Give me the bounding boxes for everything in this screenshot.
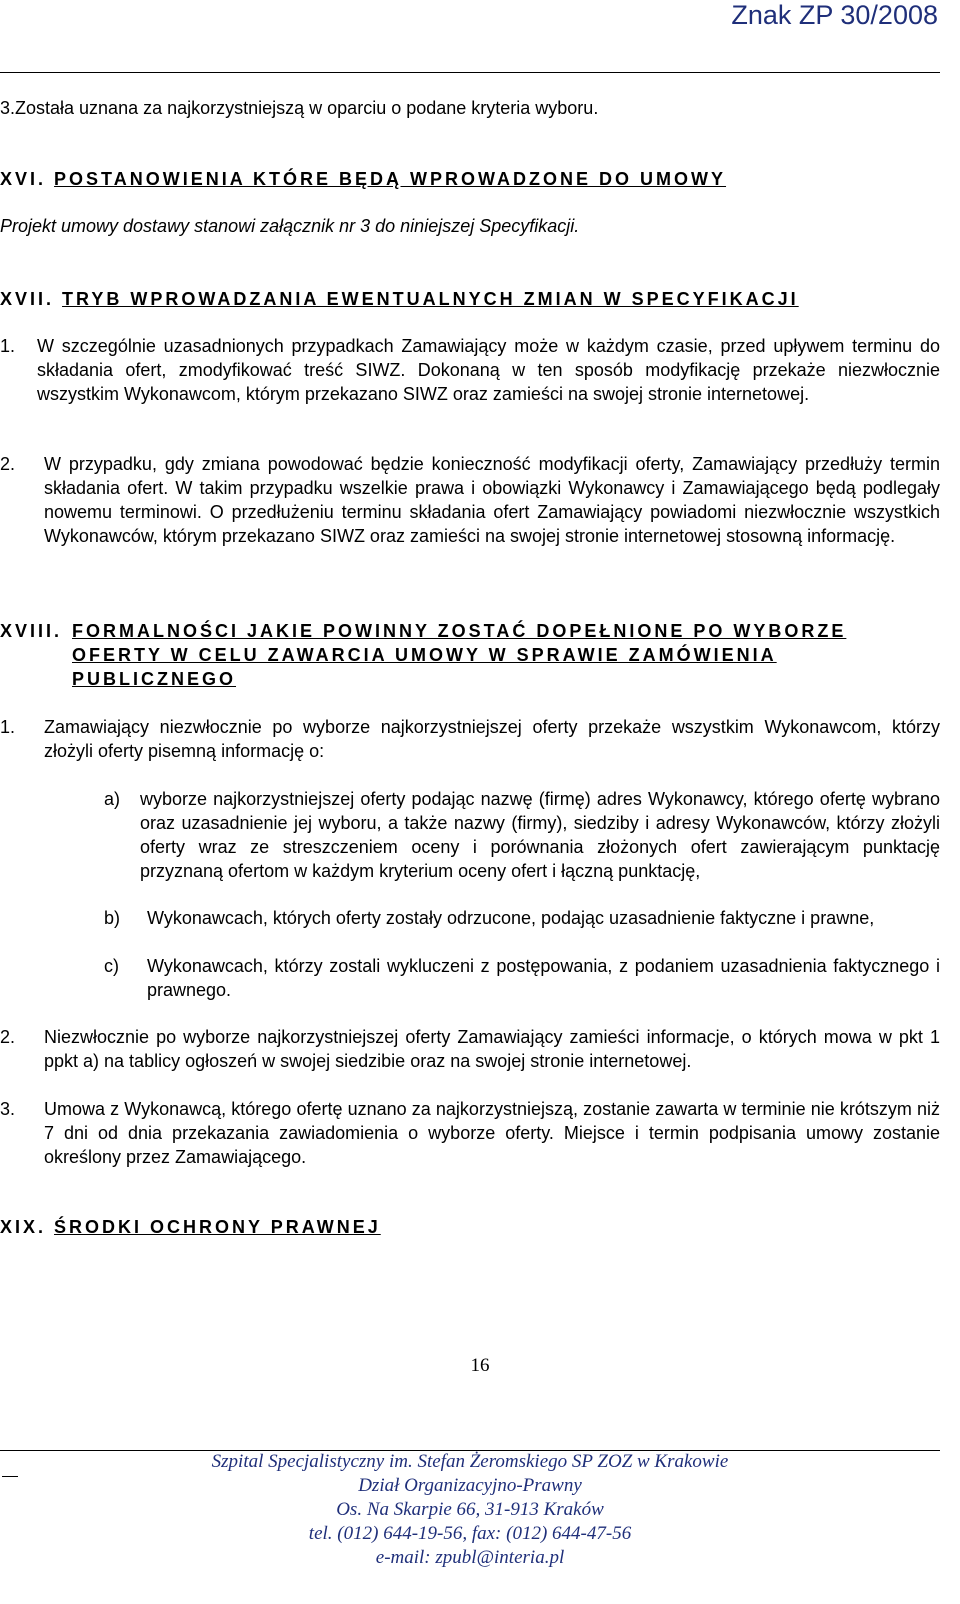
section-19-number: XIX. xyxy=(0,1217,47,1237)
section-19-heading xyxy=(0,1215,381,1239)
footer-line-3: Os. Na Skarpie 66, 31-913 Kraków xyxy=(336,1499,604,1520)
section-16-number: XVI. xyxy=(0,169,47,189)
subitem-b-letter: b) xyxy=(104,908,121,928)
intro-line: 3.Została uznana za najkorzystniejszą w oparciu o podane kryteria wyboru. xyxy=(0,98,599,118)
document-code: Znak ZP 30/2008 xyxy=(731,0,938,30)
section-17-item-2-text: W przypadku, gdy zmiana powodować będzie konieczność modyfikacji oferty, Zamawiający przedłuży termin składania ofert. W takim przypadku wszelkie prawa i obowiązki Wykonawcy i Zamawiającego będą podlegały nowemu terminowi. O przedłużeniu terminu składania ofert Zamawiający powiadomi niezwłocznie wszystkich Wykonawców, którym przekazano SIWZ oraz zamieści na swojej stronie internetowej stosowną informację. xyxy=(44,454,940,546)
section-18-item-3-text: Umowa z Wykonawcą, którego ofertę uznano za najkorzystniejszą, zostanie zawarta w terminie nie krótszym niż 7 dni od dnia przekazania zawiadomienia o wyborze oferty. Miejsce i termin podpisania umowy zostanie określony przez Zamawiającego. xyxy=(44,1099,940,1167)
section-18-item-3-number: 3. xyxy=(0,1099,16,1119)
section-18-number: XVIII. xyxy=(0,621,63,641)
page-number: 16 xyxy=(470,1355,490,1376)
subitem-b-text: Wykonawcach, których oferty zostały odrzucone, podając uzasadnienie faktyczne i prawne, xyxy=(147,908,875,928)
section-17-number: XVII. xyxy=(0,289,55,309)
subitem-c-letter: c) xyxy=(104,956,119,976)
section-16-heading xyxy=(0,167,726,191)
section-18-item-2-number: 2. xyxy=(0,1027,16,1047)
section-17-item-2-number: 2. xyxy=(0,454,16,474)
section-18-title-line-2: OFERTY W CELU ZAWARCIA UMOWY W SPRAWIE ZAMÓWIENIA xyxy=(72,645,777,665)
subitem-a-letter: a) xyxy=(104,789,121,809)
section-19-title: ŚRODKI OCHRONY PRAWNEJ xyxy=(54,1217,381,1237)
section-18-title-line-1: FORMALNOŚCI JAKIE POWINNY ZOSTAĆ DOPEŁNIONE PO WYBORZE xyxy=(72,621,847,641)
section-17-title: TRYB WPROWADZANIA EWENTUALNYCH ZMIAN W SPECYFIKACJI xyxy=(62,289,799,309)
header-divider xyxy=(0,72,940,73)
section-18-item-2-text: Niezwłocznie po wyborze najkorzystniejszej oferty Zamawiający zamieści informacje, o których mowa w pkt 1 ppkt a) na tablicy ogłoszeń w swojej siedzibie oraz na swojej stronie internetowej. xyxy=(44,1027,940,1071)
section-18-title-line-3: PUBLICZNEGO xyxy=(72,669,237,689)
section-17-heading xyxy=(0,287,799,311)
section-18-item-1-number: 1. xyxy=(0,717,16,737)
subitem-c-text: Wykonawcach, którzy zostali wykluczeni z postępowania, z podaniem uzasadnienia faktycznego i prawnego. xyxy=(147,956,940,1000)
footer-email[interactable]: e-mail: zpubl@interia.pl xyxy=(375,1547,565,1568)
section-17-item-1-number: 1. xyxy=(0,336,16,356)
section-16-body: Projekt umowy dostawy stanowi załącznik nr 3 do niniejszej Specyfikacji. xyxy=(0,216,580,236)
footer-line-1: Szpital Specjalistyczny im. Stefan Żeromskiego SP ZOZ w Krakowie xyxy=(211,1451,729,1472)
section-16-title: POSTANOWIENIA KTÓRE BĘDĄ WPROWADZONE DO UMOWY xyxy=(54,169,727,189)
subitem-a-text: wyborze najkorzystniejszej oferty podając nazwę (firmę) adres Wykonawcy, którego ofertę wybrano oraz uzasadnienie jej wyboru, a także nazwy (firmy), siedziby i adresy Wykonawców, którzy złożyli oferty wraz ze streszczeniem oceny i porównania złożonych ofert zawierającym punktację przyznaną ofertom w każdym kryterium oceny ofert i łączną punktację, xyxy=(140,789,940,881)
section-18-item-1-text: Zamawiający niezwłocznie po wyborze najkorzystniejszej oferty przekaże wszystkim Wykonawcom, którzy złożyli oferty pisemną informację o: xyxy=(44,717,940,761)
footer-line-4: tel. (012) 644-19-56, fax: (012) 644-47-56 xyxy=(308,1523,632,1544)
section-17-item-1-text: W szczególnie uzasadnionych przypadkach Zamawiający może w każdym czasie, przed upływem terminu do składania ofert, zmodyfikować treść SIWZ. Dokonaną w ten sposób modyfikację przekaże niezwłocznie wszystkim Wykonawcom, którym przekazano SIWZ oraz zamieści na swojej stronie internetowej. xyxy=(37,336,940,404)
footer-line-2: Dział Organizacyjno-Prawny xyxy=(358,1475,582,1496)
